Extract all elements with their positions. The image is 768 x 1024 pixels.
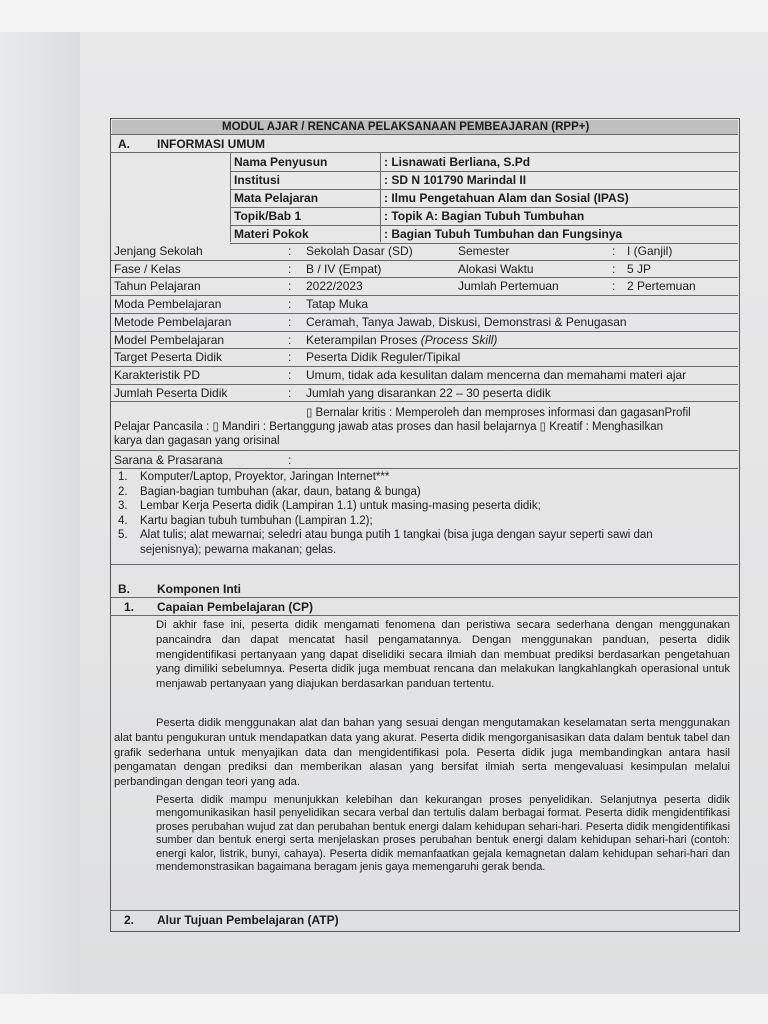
section-a-letter: A. <box>118 137 130 151</box>
header-value: : SD N 101790 Marindal II <box>384 173 527 187</box>
info-colon-2: : <box>612 244 616 258</box>
page-edge-shadow <box>0 32 80 994</box>
section-b-title: Komponen Inti <box>157 582 241 596</box>
info-label: Karakteristik PD <box>114 367 201 382</box>
cp-title: Capaian Pembelajaran (CP) <box>157 600 314 614</box>
section-b-letter: B. <box>118 582 130 596</box>
info-label-2: Semester <box>458 244 510 258</box>
divider <box>110 366 738 367</box>
info-colon: : <box>288 297 292 312</box>
header-label: Nama Penyusun <box>234 155 328 169</box>
atp-number: 2. <box>124 913 135 927</box>
info-colon: : <box>288 367 292 382</box>
sarana-list <box>110 470 710 557</box>
info-label: Jenjang Sekolah <box>114 244 203 258</box>
list-item: 1. Komputer/Laptop, Proyektor, Jaringan Internet*** <box>118 471 390 483</box>
divider <box>110 910 738 911</box>
document-title: MODUL AJAR / RENCANA PELAKSANAAN PEMBEAJARAN (RPP+) <box>222 121 590 133</box>
info-value-2: 5 JP <box>627 261 652 276</box>
info-label: Moda Pembelajaran <box>114 297 222 312</box>
info-label: Metode Pembelajaran <box>114 314 232 329</box>
info-value: Ceramah, Tanya Jawab, Diskusi, Demonstrasi & Penugasan <box>306 314 627 329</box>
header-label: Materi Pokok <box>234 227 309 241</box>
divider <box>230 207 738 208</box>
info-value: B / IV (Empat) <box>306 261 382 276</box>
header-value: : Bagian Tubuh Tumbuhan dan Fungsinya <box>384 227 623 241</box>
divider <box>230 225 738 226</box>
info-value: Umum, tidak ada kesulitan dalam mencerna dan memahami materi ajar <box>306 367 687 382</box>
info-value: Peserta Didik Reguler/Tipikal <box>306 350 461 365</box>
divider <box>110 313 738 314</box>
info-colon: : <box>288 314 292 329</box>
info-value: Sekolah Dasar (SD) <box>306 244 413 258</box>
sarana-colon: : <box>288 453 292 467</box>
divider <box>110 450 738 451</box>
header-value: : Lisnawati Berliana, S.Pd <box>384 155 531 169</box>
info-value-2: I (Ganjil) <box>627 244 673 258</box>
divider <box>110 331 738 332</box>
cp-paragraph-3: Peserta didik mampu menunjukkan kelebihan dan kekurangan proses penyelidikan. Selanjutnya peserta didik mengomunikasikan hasil penyelidikan secara verbal dan tertulis dalam berbagai format. Peserta didik mengidentifikasi proses perubahan wujud zat dan perubahan bentuk energi dalam kehidupan sehari-hari. Peserta didik mengidentifikasi sumber dan bentuk energi serta menjelaskan proses perubahan bentuk energi dalam kehidupan sehari-hari (contoh: energi kalor, listrik, bunyi, cahaya). Peserta didik memanfaatkan gejala kemagnetan dalam kehidupan sehari-hari dan mendemonstrasikan bagaimana beragam jenis gaya memengaruhi gerak benda. <box>156 794 730 874</box>
info-colon: : <box>288 279 292 294</box>
section-a-title: INFORMASI UMUM <box>157 137 265 151</box>
cp-number: 1. <box>124 600 135 614</box>
info-colon: : <box>288 350 292 365</box>
cp-paragraph-2: Peserta didik menggunakan alat dan bahan yang sesuai dengan mengutamakan keselamatan serta menggunakan alat bantu pengukuran untuk mendapatkan data yang akurat. Peserta didik mengorganisasikan data dalam bentuk tabel dan grafik sederhana untuk menyajikan data dan mengidentifikasi pola. Peserta didik juga membandingkan antara hasil pengamatan dengan prediksi dan memberikan alasan yang bersifat ilmiah serta mengevaluasi kesimpulan melalui perbandingan dengan teori yang ada. <box>114 717 730 789</box>
info-colon-2: : <box>612 261 616 276</box>
list-item: 2. Bagian-bagian tumbuhan (akar, daun, batang & bunga) <box>118 485 421 498</box>
info-colon: : <box>288 261 292 276</box>
cp-paragraph-1: Di akhir fase ini, peserta didik mengamati fenomena dan peristiwa secara sederhana dengan menggunakan pancaindra dan dapat mencatat hasil pengamatannya. Dengan menggunakan panduan, peserta didik mengidentifikasi pertanyaan yang dapat diselidiki secara ilmiah dan membuat prediksi berdasarkan pengetahuan yang dimiliki sebelumnya. Peserta didik juga membuat rencana dan melakukan langkahlangkah operasional untuk menjawab pertanyaan yang diajukan berdasarkan panduan tertentu. <box>156 619 730 691</box>
list-item: 5. Alat tulis; alat mewarnai; seledri atau bunga putih 1 tangkai (bisa juga dengan sayur seperti sawi dan sejenisnya); pewarna makanan; gelas. <box>118 529 653 556</box>
info-label: Model Pembelajaran <box>114 332 225 347</box>
info-label-2: Jumlah Pertemuan <box>458 279 559 294</box>
divider <box>230 152 231 242</box>
info-colon: : <box>288 244 292 258</box>
divider <box>110 277 738 278</box>
list-item: 3. Lembar Kerja Peserta didik (Lampiran 1.1) untuk masing-masing peserta didik; <box>118 500 541 512</box>
divider <box>110 348 738 349</box>
info-label: Jumlah Peserta Didik <box>114 385 228 400</box>
header-value: : Ilmu Pengetahuan Alam dan Sosial (IPAS) <box>384 191 629 205</box>
divider <box>110 295 738 296</box>
info-label: Tahun Pelajaran <box>114 279 201 294</box>
divider <box>380 152 381 242</box>
divider <box>110 260 738 261</box>
info-label: Fase / Kelas <box>114 261 181 276</box>
profil-line-1: ▯ Bernalar kritis : Memperoleh dan memproses informasi dan gagasanProfil <box>306 407 691 419</box>
divider <box>110 152 738 153</box>
info-value: Keterampilan Proses (Process Skill) <box>306 332 498 347</box>
info-value: Jumlah yang disarankan 22 – 30 peserta didik <box>306 385 551 400</box>
header-label: Mata Pelajaran <box>234 191 319 205</box>
divider <box>110 615 738 616</box>
info-colon: : <box>288 332 292 347</box>
divider <box>110 564 738 565</box>
profil-line-3: karya dan gagasan yang orisinal <box>114 435 280 447</box>
divider <box>110 468 738 469</box>
info-label-2: Alokasi Waktu <box>458 261 534 276</box>
sarana-label: Sarana & Prasarana <box>114 453 223 467</box>
atp-title: Alur Tujuan Pembelajaran (ATP) <box>157 913 339 927</box>
info-label: Target Peserta Didik <box>114 350 223 365</box>
list-item: 4. Kartu bagian tubuh tumbuhan (Lampiran 1.2); <box>118 514 373 527</box>
info-value-2: 2 Pertemuan <box>627 279 696 294</box>
info-value: 2022/2023 <box>306 279 363 294</box>
divider <box>110 134 738 135</box>
info-value: Tatap Muka <box>306 297 369 312</box>
divider <box>110 597 738 598</box>
header-label: Topik/Bab 1 <box>234 209 302 223</box>
header-label: Institusi <box>234 173 281 187</box>
profil-line-2: Pelajar Pancasila : ▯ Mandiri : Bertanggung jawab atas proses dan hasil belajarnya ▯ Kreatif : Menghasilkan <box>114 421 663 433</box>
header-value: : Topik A: Bagian Tubuh Tumbuhan <box>384 209 585 223</box>
divider <box>110 384 738 385</box>
info-colon: : <box>288 385 292 400</box>
divider <box>230 171 738 172</box>
info-colon-2: : <box>612 279 616 294</box>
divider <box>230 189 738 190</box>
divider <box>110 401 738 402</box>
